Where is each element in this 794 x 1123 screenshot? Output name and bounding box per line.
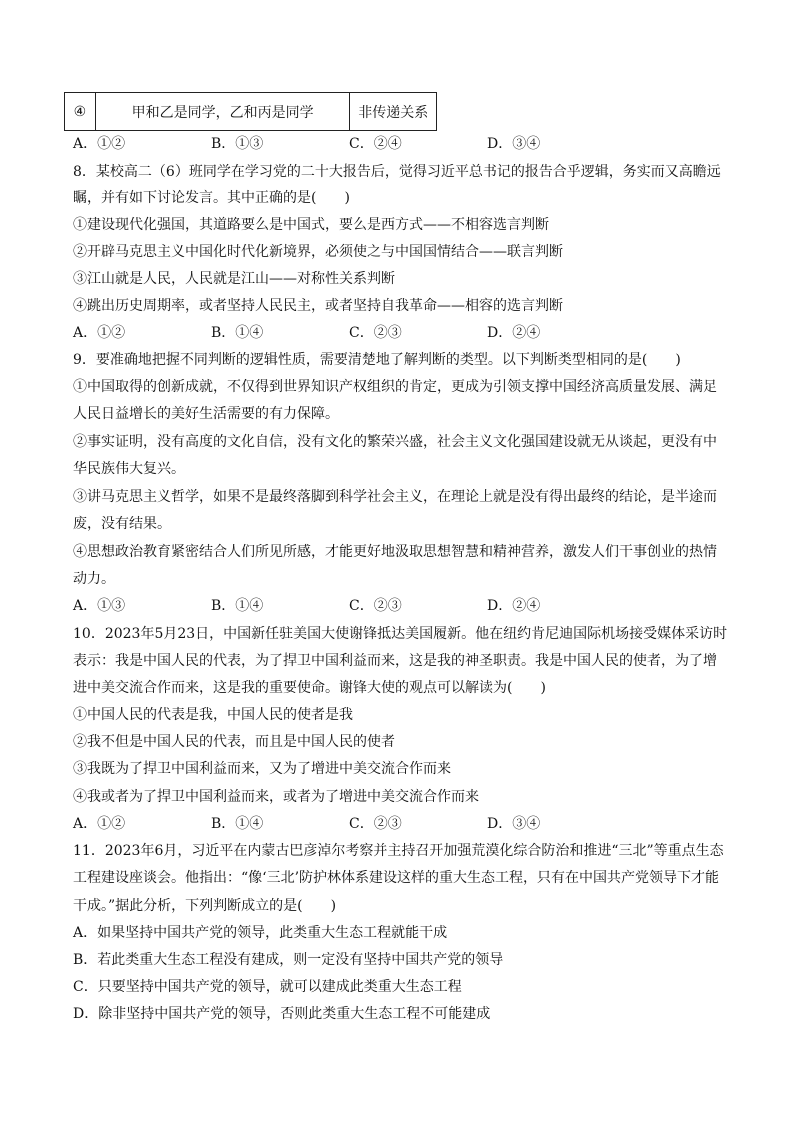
q10-option-d: D．③④: [487, 816, 541, 832]
q9-statement-line-5: ③讲马克思主义哲学，如果不是最终落脚到科学社会主义，在理论上就是没有得出最终的结论，是半途而: [73, 489, 717, 505]
q9-option-b: B．①④: [211, 598, 264, 614]
q8-option-b: B．①④: [211, 325, 264, 341]
q9-options: [73, 596, 673, 616]
q8-option-d: D．②④: [487, 325, 541, 341]
q7-option-c: C．②④: [349, 136, 402, 152]
q9-option-c: C．②③: [349, 598, 402, 614]
q8-stem-line-2: 瞩，并有如下讨论发言。其中正确的是( ): [73, 190, 350, 206]
q8-statement-2: ②开辟马克思主义中国化时代化新境界，必须使之与中国国情结合——联言判断: [73, 244, 563, 260]
q10-option-a: A．①②: [73, 816, 126, 832]
q11-choice-d: D．除非坚持中国共产党的领导，否则此类重大生态工程不可能建成: [73, 1006, 491, 1022]
q9-option-a: A．①③: [73, 598, 126, 614]
q9-option-d: D．②④: [487, 598, 541, 614]
q9-statement-line-4: 华民族伟大复兴。: [73, 461, 185, 477]
q7-option-d: D．③④: [487, 136, 541, 152]
q9-statement-line-2: 人民日益增长的美好生活需要的有力保障。: [73, 406, 339, 422]
table-cell-content: 甲和乙是同学，乙和丙是同学: [95, 93, 350, 131]
q10-stem-line-2: 表示：我是中国人民的代表，为了捍卫中国利益而来，这是我的神圣职责。我是中国人民的使者，为了增: [73, 653, 717, 669]
q7-option-b: B．①③: [211, 136, 264, 152]
q9-stem: 9．要准确地把握不同判断的逻辑性质，需要清楚地了解判断的类型。以下判断类型相同的是( ): [73, 352, 681, 368]
q9-statement-line-3: ②事实证明，没有高度的文化自信，没有文化的繁荣兴盛，社会主义文化强国建设就无从谈起，更没有中: [73, 434, 717, 450]
q10-stem-line-1: 10．2023年5月23日，中国新任驻美国大使谢锋抵达美国履新。他在纽约肯尼迪国际机场接受媒体采访时: [73, 626, 728, 642]
table-row: [65, 93, 437, 131]
q8-stem-line-1: 8．某校高二（6）班同学在学习党的二十大报告后，觉得习近平总书记的报告合乎逻辑，务实而又高瞻远: [73, 164, 721, 180]
q7-option-a: A．①②: [73, 136, 126, 152]
q10-statement-1: ①中国人民的代表是我，中国人民的使者是我: [73, 707, 353, 723]
table-cell-type: 非传递关系: [350, 93, 437, 131]
q8-option-a: A．①②: [73, 325, 126, 341]
table-cell-number: ④: [65, 93, 96, 131]
q8-statement-3: ③江山就是人民，人民就是江山——对称性关系判断: [73, 271, 395, 287]
q8-statement-4: ④跳出历史周期率，或者坚持人民民主，或者坚持自我革命——相容的选言判断: [73, 298, 563, 314]
q11-choice-b: B．若此类重大生态工程没有建成，则一定没有坚持中国共产党的领导: [73, 952, 504, 968]
q8-option-c: C．②③: [349, 325, 402, 341]
q9-statement-line-7: ④思想政治教育紧密结合人们所见所感，才能更好地汲取思想智慧和精神营养，激发人们干事创业的热情: [73, 544, 717, 560]
q11-stem-line-1: 11．2023年6月，习近平在内蒙古巴彦淖尔考察并主持召开加强荒漠化综合防治和推进“三北”等重点生态: [73, 843, 724, 859]
q10-statement-3: ③我既为了捍卫中国利益而来，又为了增进中美交流合作而来: [73, 761, 451, 777]
q10-options: [73, 814, 673, 834]
q10-option-c: C．②③: [349, 816, 402, 832]
q10-statement-4: ④我或者为了捍卫中国利益而来，或者为了增进中美交流合作而来: [73, 789, 479, 805]
judgment-table-fragment: [64, 92, 437, 131]
q10-stem-line-3: 进中美交流合作而来，这是我的重要使命。谢锋大使的观点可以解读为( ): [73, 680, 546, 696]
q9-statement-line-1: ①中国取得的创新成就，不仅得到世界知识产权组织的肯定，更成为引领支撑中国经济高质量发展、满足: [73, 379, 717, 395]
q11-stem-line-2: 工程建设座谈会。他指出：“像‘三北’防护林体系建设这样的重大生态工程，只有在中国共产党领导下才能: [73, 870, 720, 886]
q11-stem-line-3: 干成。”据此分析，下列判断成立的是( ): [73, 898, 337, 914]
q11-choice-c: C．只要坚持中国共产党的领导，就可以建成此类重大生态工程: [73, 979, 462, 995]
q10-option-b: B．①④: [211, 816, 264, 832]
q8-statement-1: ①建设现代化强国，其道路要么是中国式，要么是西方式——不相容选言判断: [73, 217, 549, 233]
q7-options: [73, 134, 673, 154]
q9-statement-line-6: 废，没有结果。: [73, 516, 171, 532]
q10-statement-2: ②我不但是中国人民的代表，而且是中国人民的使者: [73, 734, 395, 750]
q8-options: [73, 323, 673, 343]
q9-statement-line-8: 动力。: [73, 571, 115, 587]
q11-choice-a: A．如果坚持中国共产党的领导，此类重大生态工程就能干成: [73, 925, 448, 941]
